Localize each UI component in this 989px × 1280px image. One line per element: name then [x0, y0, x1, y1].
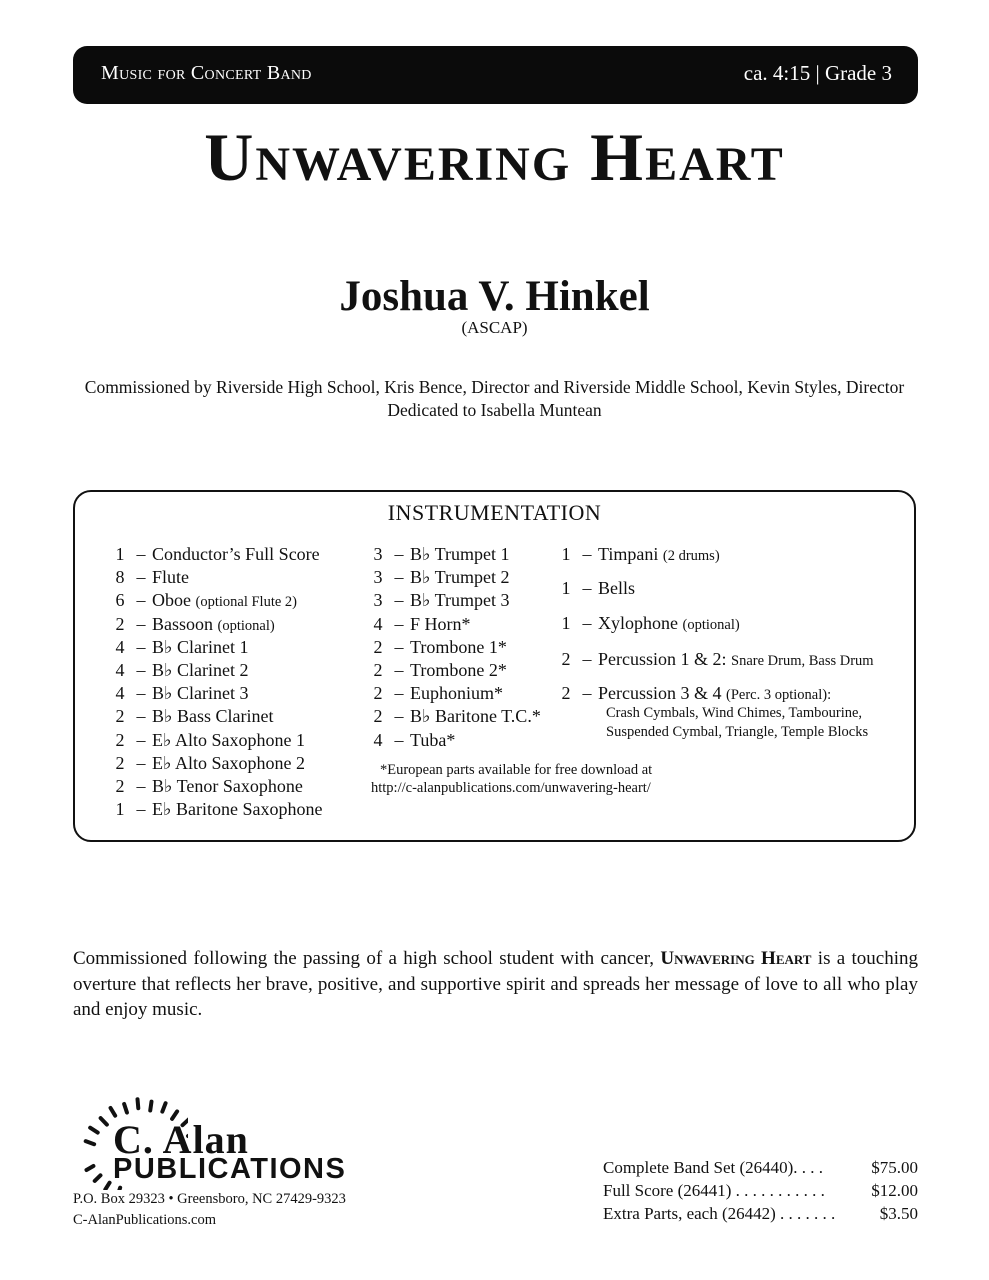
percussion-detail: Suspended Cymbal, Triangle, Temple Blocks — [606, 724, 869, 740]
instrument-name: Tuba* — [410, 729, 456, 750]
separator-dash: – — [582, 613, 592, 633]
description-text: is a touching overture that reflects her brave, positive, and supportive spirit and spreads her message of love to all who play and enjoy music. — [73, 948, 919, 1020]
instrument-row — [368, 705, 541, 728]
publisher-website[interactable]: C-AlanPublications.com — [73, 1212, 216, 1228]
price-row — [603, 1202, 918, 1225]
instrument-note: Snare Drum, Bass Drum — [731, 653, 874, 669]
instrument-name: F Horn* — [410, 613, 471, 634]
instrument-row — [110, 636, 248, 659]
instrument-quantity: 4 — [115, 660, 125, 680]
instrument-note: (Perc. 3 optional): — [726, 687, 832, 703]
instrument-name: Xylophone — [598, 613, 678, 633]
instrument-quantity: 3 — [373, 567, 383, 588]
separator-dash: – — [136, 752, 146, 773]
instrument-quantity: 1 — [561, 544, 571, 564]
instrument-row — [368, 566, 510, 589]
separator-dash: – — [394, 729, 404, 750]
instrument-row — [110, 729, 305, 752]
instrument-name: Percussion 3 & 4 — [598, 683, 722, 703]
logo-ray — [138, 1099, 139, 1108]
instrument-name: Bells — [598, 578, 636, 598]
separator-dash: – — [582, 578, 592, 598]
instrument-name: Timpani — [598, 544, 659, 564]
instrument-row — [110, 659, 248, 682]
instrument-name: Oboe — [152, 590, 191, 611]
dedication-line: Dedicated to Isabella Muntean — [387, 400, 602, 420]
instrument-name: Flute — [152, 567, 190, 588]
separator-dash: – — [136, 636, 146, 657]
instrument-name: E♭ Baritone Saxophone — [152, 799, 323, 820]
commission-text — [0, 376, 989, 422]
instrument-note: (optional) — [682, 617, 740, 633]
instrument-quantity: 2 — [115, 706, 125, 727]
instrument-quantity: 3 — [373, 590, 383, 611]
separator-dash: – — [394, 613, 404, 634]
price-value: $12.00 — [871, 1181, 918, 1200]
european-parts-note: *European parts available for free download at — [380, 762, 653, 778]
separator-dash: – — [136, 729, 146, 750]
composer-society: (ASCAP) — [461, 318, 528, 337]
logo-ray — [124, 1104, 127, 1113]
instrument-name: B♭ Clarinet 3 — [152, 683, 249, 704]
instrument-quantity: 3 — [373, 544, 383, 564]
duration-grade: ca. 4:15 | Grade 3 — [743, 61, 892, 85]
instrument-row — [368, 543, 510, 566]
price-list — [603, 1156, 918, 1225]
separator-dash: – — [394, 683, 404, 704]
instrument-name: B♭ Trumpet 1 — [410, 544, 510, 564]
instrument-quantity: 2 — [115, 729, 125, 750]
instrument-quantity: 2 — [561, 683, 571, 703]
instrument-name: E♭ Alto Saxophone 2 — [152, 752, 305, 773]
instrument-name: E♭ Alto Saxophone 1 — [152, 729, 305, 750]
piece-title: Unwavering Heart — [204, 119, 785, 195]
separator-dash: – — [136, 706, 146, 727]
separator-dash: – — [136, 544, 146, 564]
instrument-quantity: 1 — [115, 799, 125, 820]
instrument-quantity: 2 — [373, 636, 383, 657]
instrument-row — [556, 648, 874, 673]
instrument-row — [368, 659, 507, 682]
instrument-row — [368, 636, 507, 659]
description-text: Commissioned following the passing of a high school student with cancer, — [73, 948, 655, 969]
header-banner — [73, 46, 918, 104]
separator-dash: – — [582, 544, 592, 564]
instrument-name: Percussion 1 & 2: — [598, 649, 727, 669]
logo-ray — [87, 1166, 94, 1170]
instrument-quantity: 6 — [115, 590, 125, 611]
instrument-row — [556, 577, 635, 600]
separator-dash: – — [136, 613, 146, 634]
instrument-quantity: 8 — [115, 567, 125, 588]
logo-ray — [162, 1103, 165, 1111]
price-label: Extra Parts, each (26442) . . . . . . . — [603, 1204, 836, 1223]
instrument-name: Trombone 1* — [410, 636, 507, 657]
instrument-quantity: 2 — [373, 683, 383, 704]
instrument-name: B♭ Clarinet 2 — [152, 660, 249, 680]
instrument-quantity: 2 — [373, 706, 383, 727]
instrument-row — [110, 613, 275, 638]
logo-ray — [86, 1141, 94, 1144]
instrument-note: (2 drums) — [662, 548, 720, 564]
series-label: Music for Concert Band — [101, 62, 312, 84]
logo-ray — [95, 1175, 101, 1181]
instrument-name: Euphonium* — [410, 683, 503, 704]
separator-dash: – — [394, 590, 404, 611]
separator-dash: – — [394, 706, 404, 727]
instrument-name: B♭ Baritone T.C.* — [410, 706, 541, 727]
instrument-name: B♭ Trumpet 2 — [410, 567, 510, 588]
instrument-row — [368, 613, 471, 636]
instrument-quantity: 1 — [561, 578, 571, 598]
instrument-quantity: 2 — [561, 649, 571, 669]
instrument-note: (optional Flute 2) — [195, 594, 297, 611]
instrument-row — [110, 589, 297, 614]
price-label: Full Score (26441) . . . . . . . . . . . — [603, 1181, 825, 1200]
commission-line: Commissioned by Riverside High School, Kris Bence, Director and Riverside Middle School, Kevin Styles, Director — [84, 377, 905, 397]
instrument-row — [368, 682, 503, 705]
publisher-address-block — [73, 1189, 346, 1231]
separator-dash: – — [136, 567, 146, 588]
separator-dash: – — [136, 660, 146, 680]
instrument-row — [556, 612, 740, 637]
logo-ray — [90, 1128, 98, 1133]
price-row — [603, 1156, 918, 1179]
price-row — [603, 1179, 918, 1202]
instrument-quantity: 1 — [115, 544, 125, 564]
instrument-row — [556, 543, 720, 568]
logo-ray — [101, 1118, 107, 1124]
separator-dash: – — [136, 776, 146, 796]
instrument-row — [368, 729, 455, 752]
instrument-row — [110, 798, 322, 821]
instrument-quantity: 4 — [373, 613, 383, 634]
instrument-name: B♭ Bass Clarinet — [152, 706, 274, 727]
instrument-quantity: 2 — [373, 660, 383, 680]
instrument-row — [110, 752, 305, 775]
separator-dash: – — [582, 649, 592, 669]
logo-ray — [111, 1108, 116, 1116]
piece-description — [73, 946, 918, 1023]
separator-dash: – — [136, 590, 146, 611]
instrument-row — [110, 682, 248, 705]
instrument-quantity: 4 — [373, 729, 383, 750]
description-title: Unwavering Heart — [660, 948, 812, 969]
instrument-name: B♭ Trumpet 3 — [410, 590, 510, 611]
price-label: Complete Band Set (26440). . . . — [603, 1158, 824, 1177]
separator-dash: – — [136, 683, 146, 704]
separator-dash: – — [394, 544, 404, 564]
publisher-name-sub: PUBLICATIONS — [113, 1153, 347, 1185]
instrument-quantity: 4 — [115, 636, 125, 657]
separator-dash: – — [394, 660, 404, 680]
separator-dash: – — [394, 567, 404, 588]
composer-name: Joshua V. Hinkel — [339, 273, 650, 320]
publisher-address: P.O. Box 29323 • Greensboro, NC 27429-9323 — [73, 1191, 346, 1207]
instrument-quantity: 1 — [561, 613, 571, 633]
separator-dash: – — [394, 636, 404, 657]
instrument-row — [368, 589, 510, 612]
instrument-row — [110, 705, 273, 728]
instrument-quantity: 2 — [115, 613, 125, 634]
instrument-name: Bassoon — [152, 613, 214, 634]
separator-dash: – — [582, 683, 592, 703]
price-value: $75.00 — [871, 1158, 918, 1177]
european-parts-link[interactable]: http://c-alanpublications.com/unwavering-heart/ — [371, 780, 651, 796]
price-value: $3.50 — [879, 1204, 918, 1223]
separator-dash: – — [136, 799, 146, 820]
instrument-name: B♭ Clarinet 1 — [152, 636, 249, 657]
instrument-row — [110, 775, 303, 798]
instrument-note: (optional) — [217, 617, 275, 634]
instrument-name: Trombone 2* — [410, 660, 507, 680]
instrument-name: B♭ Tenor Saxophone — [152, 776, 303, 796]
instrument-row — [110, 543, 320, 566]
publisher-name: C. Alan — [113, 1117, 249, 1162]
instrument-name: Conductor’s Full Score — [152, 544, 320, 564]
percussion-detail: Crash Cymbals, Wind Chimes, Tambourine, — [606, 705, 863, 721]
instrument-quantity: 2 — [115, 776, 125, 796]
instrument-row — [110, 566, 189, 589]
instrumentation-heading: INSTRUMENTATION — [387, 500, 602, 525]
logo-ray — [150, 1102, 151, 1111]
instrument-quantity: 4 — [115, 683, 125, 704]
instrument-quantity: 2 — [115, 752, 125, 773]
